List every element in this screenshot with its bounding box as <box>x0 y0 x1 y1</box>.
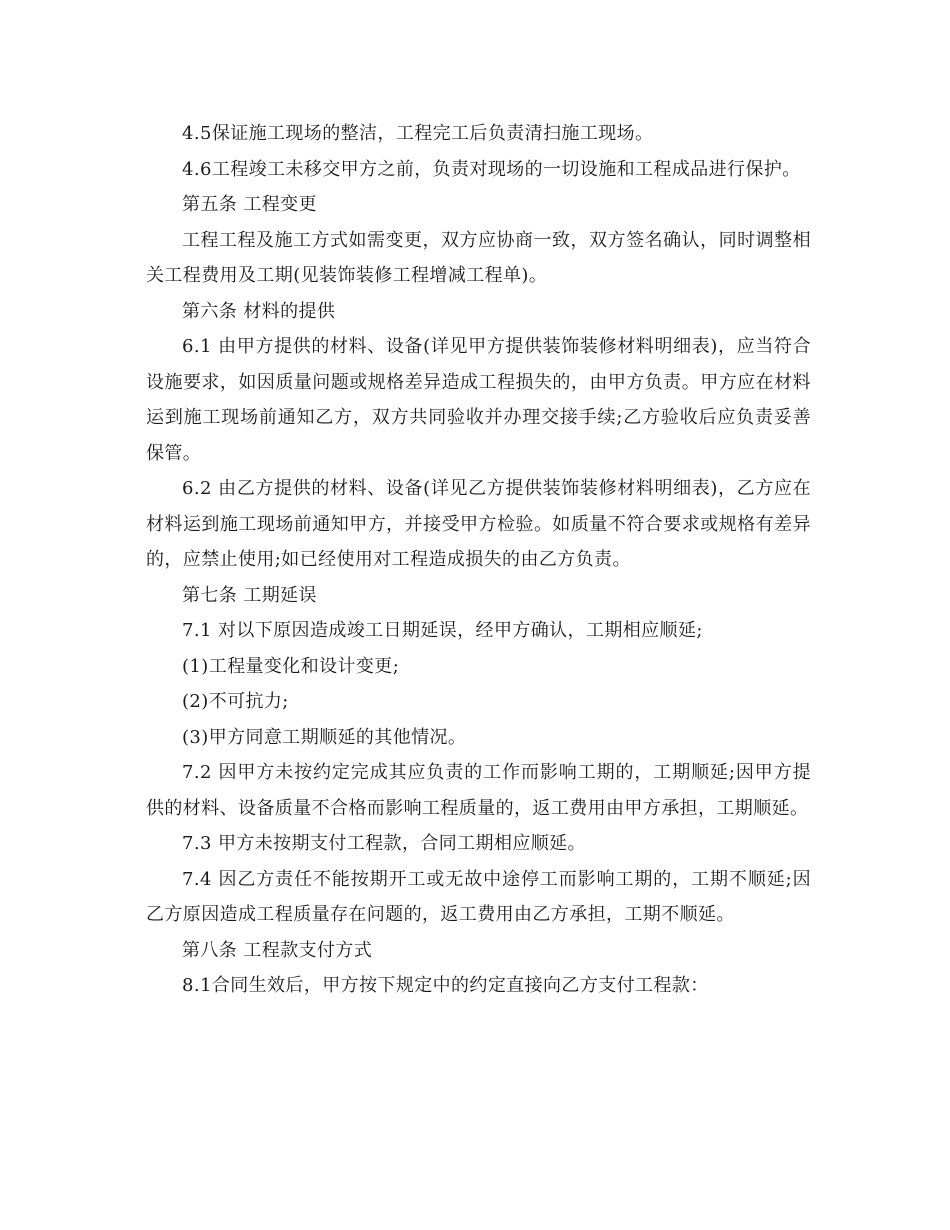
list-item-7-1-1: (1)工程量变化和设计变更; <box>182 655 400 677</box>
document-body <box>146 116 811 1004</box>
paragraph-article-5-body: 工程工程及施工方式如需变更，双方应协商一致，双方签名确认，同时调整相关工程费用及工期(见装饰装修工程增减工程单)。 <box>146 229 811 286</box>
section-heading-article-6: 第六条 材料的提供 <box>182 300 336 322</box>
paragraph-7-2: 7.2 因甲方未按约定完成其应负责的工作而影响工期的，工期顺延;因甲方提供的材料、设备质量不合格而影响工程质量的，返工费用由甲方承担，工期顺延。 <box>146 762 811 819</box>
section-heading-article-8: 第八条 工程款支付方式 <box>182 939 373 961</box>
paragraph-7-4: 7.4 因乙方责任不能按期开工或无故中途停工而影响工期的，工期不顺延;因乙方原因造成工程质量存在问题的，返工费用由乙方承担，工期不顺延。 <box>146 868 811 925</box>
paragraph-6-1: 6.1 由甲方提供的材料、设备(详见甲方提供装饰装修材料明细表)，应当符合设施要求，如因质量问题或规格差异造成工程损失的，由甲方负责。甲方应在材料运到施工现场前通知乙方，双方共同验收并办理交接手续;乙方验收后应负责妥善保管。 <box>146 336 811 464</box>
section-heading-article-5: 第五条 工程变更 <box>182 194 317 215</box>
paragraph-7-3: 7.3 甲方未按期支付工程款，合同工期相应顺延。 <box>182 833 586 854</box>
paragraph-8-1: 8.1合同生效后，甲方按下规定中的约定直接向乙方支付工程款： <box>182 975 709 996</box>
section-heading-article-7: 第七条 工期延误 <box>182 584 317 606</box>
paragraph-4-5: 4.5保证施工现场的整洁，工程完工后负责清扫施工现场。 <box>182 123 654 144</box>
paragraph-6-2: 6.2 由乙方提供的材料、设备(详见乙方提供装饰装修材料明细表)，乙方应在材料运到施工现场前通知甲方，并接受甲方检验。如质量不符合要求或规格有差异的，应禁止使用;如已经使用对工程造成损失的由乙方负责。 <box>146 478 811 570</box>
paragraph-7-1: 7.1 对以下原因造成竣工日期延误，经甲方确认，工期相应顺延; <box>182 620 703 641</box>
list-item-7-1-2: (2)不可抗力; <box>182 691 289 712</box>
list-item-7-1-3: (3)甲方同意工期顺延的其他情况。 <box>182 726 467 748</box>
paragraph-4-6: 4.6工程竣工未移交甲方之前，负责对现场的一切设施和工程成品进行保护。 <box>182 158 801 180</box>
